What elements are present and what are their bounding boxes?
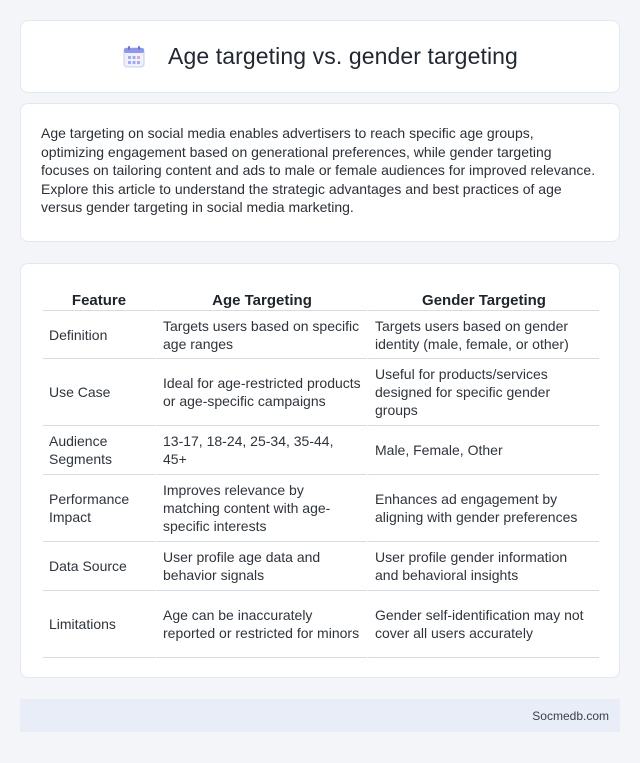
comparison-table-card	[20, 263, 620, 678]
comparison-table	[43, 284, 599, 658]
table-cell-age: 13-17, 18-24, 25-34, 35-44, 45+	[155, 426, 367, 475]
footer-brand: Socmedb.com	[532, 708, 609, 723]
footer	[20, 699, 620, 732]
table-row	[43, 426, 599, 475]
column-header: Feature	[43, 284, 155, 311]
table-row	[43, 591, 599, 658]
table-cell-feature: Performance Impact	[43, 475, 155, 542]
table-cell-feature: Definition	[43, 311, 155, 359]
table-header-row	[43, 284, 599, 311]
table-row	[43, 475, 599, 542]
table-cell-gender: Male, Female, Other	[367, 426, 599, 475]
page-title: Age targeting vs. gender targeting	[168, 43, 518, 69]
table-cell-feature: Limitations	[43, 591, 155, 658]
table-cell-age: Improves relevance by matching content with age-specific interests	[155, 475, 367, 542]
table-row	[43, 359, 599, 426]
table-cell-gender: User profile gender information and behavioral insights	[367, 542, 599, 591]
column-header: Age Targeting	[155, 284, 367, 311]
table-cell-age: User profile age data and behavior signals	[155, 542, 367, 591]
table-cell-gender: Gender self-identification may not cover all users accurately	[367, 591, 599, 658]
table-cell-age: Age can be inaccurately reported or restricted for minors	[155, 591, 367, 658]
title-card	[20, 20, 620, 93]
table-cell-gender: Useful for products/services designed for specific gender groups	[367, 359, 599, 426]
table-cell-feature: Use Case	[43, 359, 155, 426]
table-cell-feature: Data Source	[43, 542, 155, 591]
table-cell-age: Ideal for age-restricted products or age-specific campaigns	[155, 359, 367, 426]
intro-card	[20, 103, 620, 242]
table-cell-age: Targets users based on specific age ranges	[155, 311, 367, 359]
table-cell-gender: Enhances ad engagement by aligning with gender preferences	[367, 475, 599, 542]
column-header: Gender Targeting	[367, 284, 599, 311]
table-row	[43, 311, 599, 359]
table-cell-feature: Audience Segments	[43, 426, 155, 475]
table-cell-gender: Targets users based on gender identity (male, female, or other)	[367, 311, 599, 359]
table-row	[43, 542, 599, 591]
intro-paragraph: Age targeting on social media enables advertisers to reach specific age groups, optimizing engagement based on generational preferences, while gender targeting focuses on tailoring content and ads to male or female audiences for improved relevance. Explore this article to understand the strategic advantages and best practices of age versus gender targeting in social media marketing.	[41, 125, 596, 215]
calendar-icon	[122, 45, 146, 69]
